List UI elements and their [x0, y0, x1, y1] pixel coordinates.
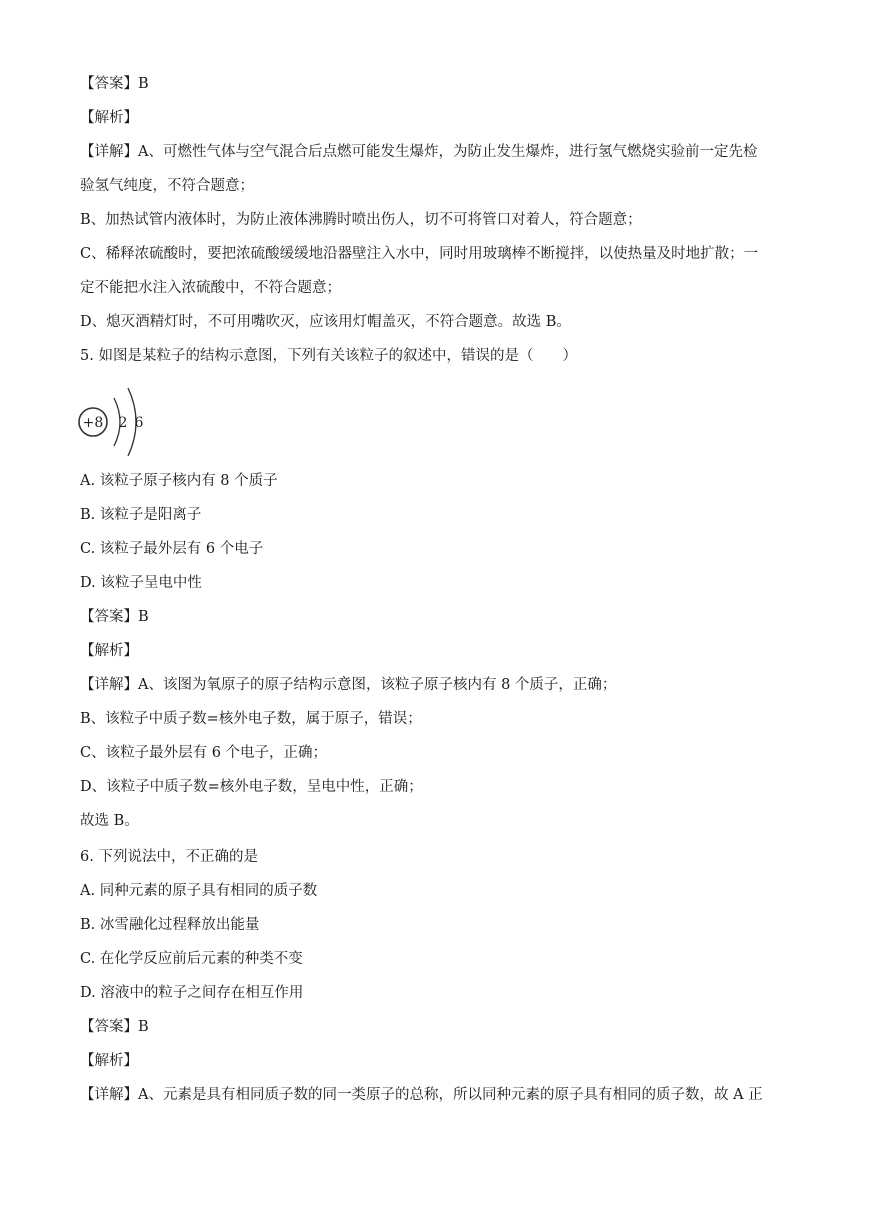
- q4-detail-a-line1: 【详解】A、可燃性气体与空气混合后点燃可能发生爆炸，为防止发生爆炸，进行氢气燃烧实验前一定先检: [80, 144, 758, 160]
- q5-detail-c: C、该粒子最外层有 6 个电子，正确；: [80, 745, 328, 761]
- q5-conclusion: 故选 B。: [80, 813, 139, 829]
- q4-detail-a-line2: 验氢气纯度，不符合题意；: [80, 178, 254, 194]
- q6-detail-a: 【详解】A、元素是具有相同质子数的同一类原子的总称，所以同种元素的原子具有相同的质子数，故 A 正: [80, 1087, 763, 1103]
- q6-option-c: C. 在化学反应前后元素的种类不变: [80, 951, 303, 967]
- q5-stem: 5. 如图是某粒子的结构示意图，下列有关该粒子的叙述中，错误的是（ ）: [80, 348, 577, 364]
- q6-option-d: D. 溶液中的粒子之间存在相互作用: [80, 985, 304, 1001]
- q5-answer: 【答案】B: [80, 609, 149, 625]
- q6-analysis-heading: 【解析】: [80, 1053, 138, 1069]
- q5-option-a: A. 该粒子原子核内有 8 个质子: [80, 473, 278, 489]
- q6-option-b: B. 冰雪融化过程释放出能量: [80, 917, 260, 933]
- nucleus-charge: +8: [82, 415, 104, 431]
- q5-option-b: B. 该粒子是阳离子: [80, 507, 202, 523]
- q4-detail-c-line2: 定不能把水注入浓硫酸中，不符合题意；: [80, 280, 341, 296]
- q5-detail-d: D、该粒子中质子数=核外电子数，呈电中性，正确；: [80, 779, 423, 795]
- q4-analysis-heading: 【解析】: [80, 110, 138, 126]
- q5-detail-b: B、该粒子中质子数=核外电子数，属于原子，错误；: [80, 711, 422, 727]
- shell-1-electrons: 2: [118, 415, 128, 431]
- q4-answer: 【答案】B: [80, 76, 149, 92]
- q5-option-c: C. 该粒子最外层有 6 个电子: [80, 541, 264, 557]
- q4-detail-b: B、加热试管内液体时，为防止液体沸腾时喷出伤人，切不可将管口对着人，符合题意；: [80, 212, 642, 228]
- q4-detail-d: D、熄灭酒精灯时，不可用嘴吹灭，应该用灯帽盖灭，不符合题意。故选 B。: [80, 314, 571, 330]
- q6-answer: 【答案】B: [80, 1019, 149, 1035]
- q4-detail-c-line1: C、稀释浓硫酸时，要把浓硫酸缓缓地沿器壁注入水中，同时用玻璃棒不断搅拌，以使热量及时地扩散；一: [80, 246, 759, 262]
- q5-analysis-heading: 【解析】: [80, 643, 138, 659]
- q5-option-d: D. 该粒子呈电中性: [80, 575, 202, 591]
- q5-detail-a: 【详解】A、该图为氧原子的原子结构示意图，该粒子原子核内有 8 个质子，正确；: [80, 677, 617, 693]
- shell-2-electrons: 6: [134, 415, 144, 431]
- q6-option-a: A. 同种元素的原子具有相同的质子数: [80, 883, 318, 899]
- q6-stem: 6. 下列说法中，不正确的是: [80, 849, 258, 865]
- atom-structure-diagram: [76, 382, 156, 462]
